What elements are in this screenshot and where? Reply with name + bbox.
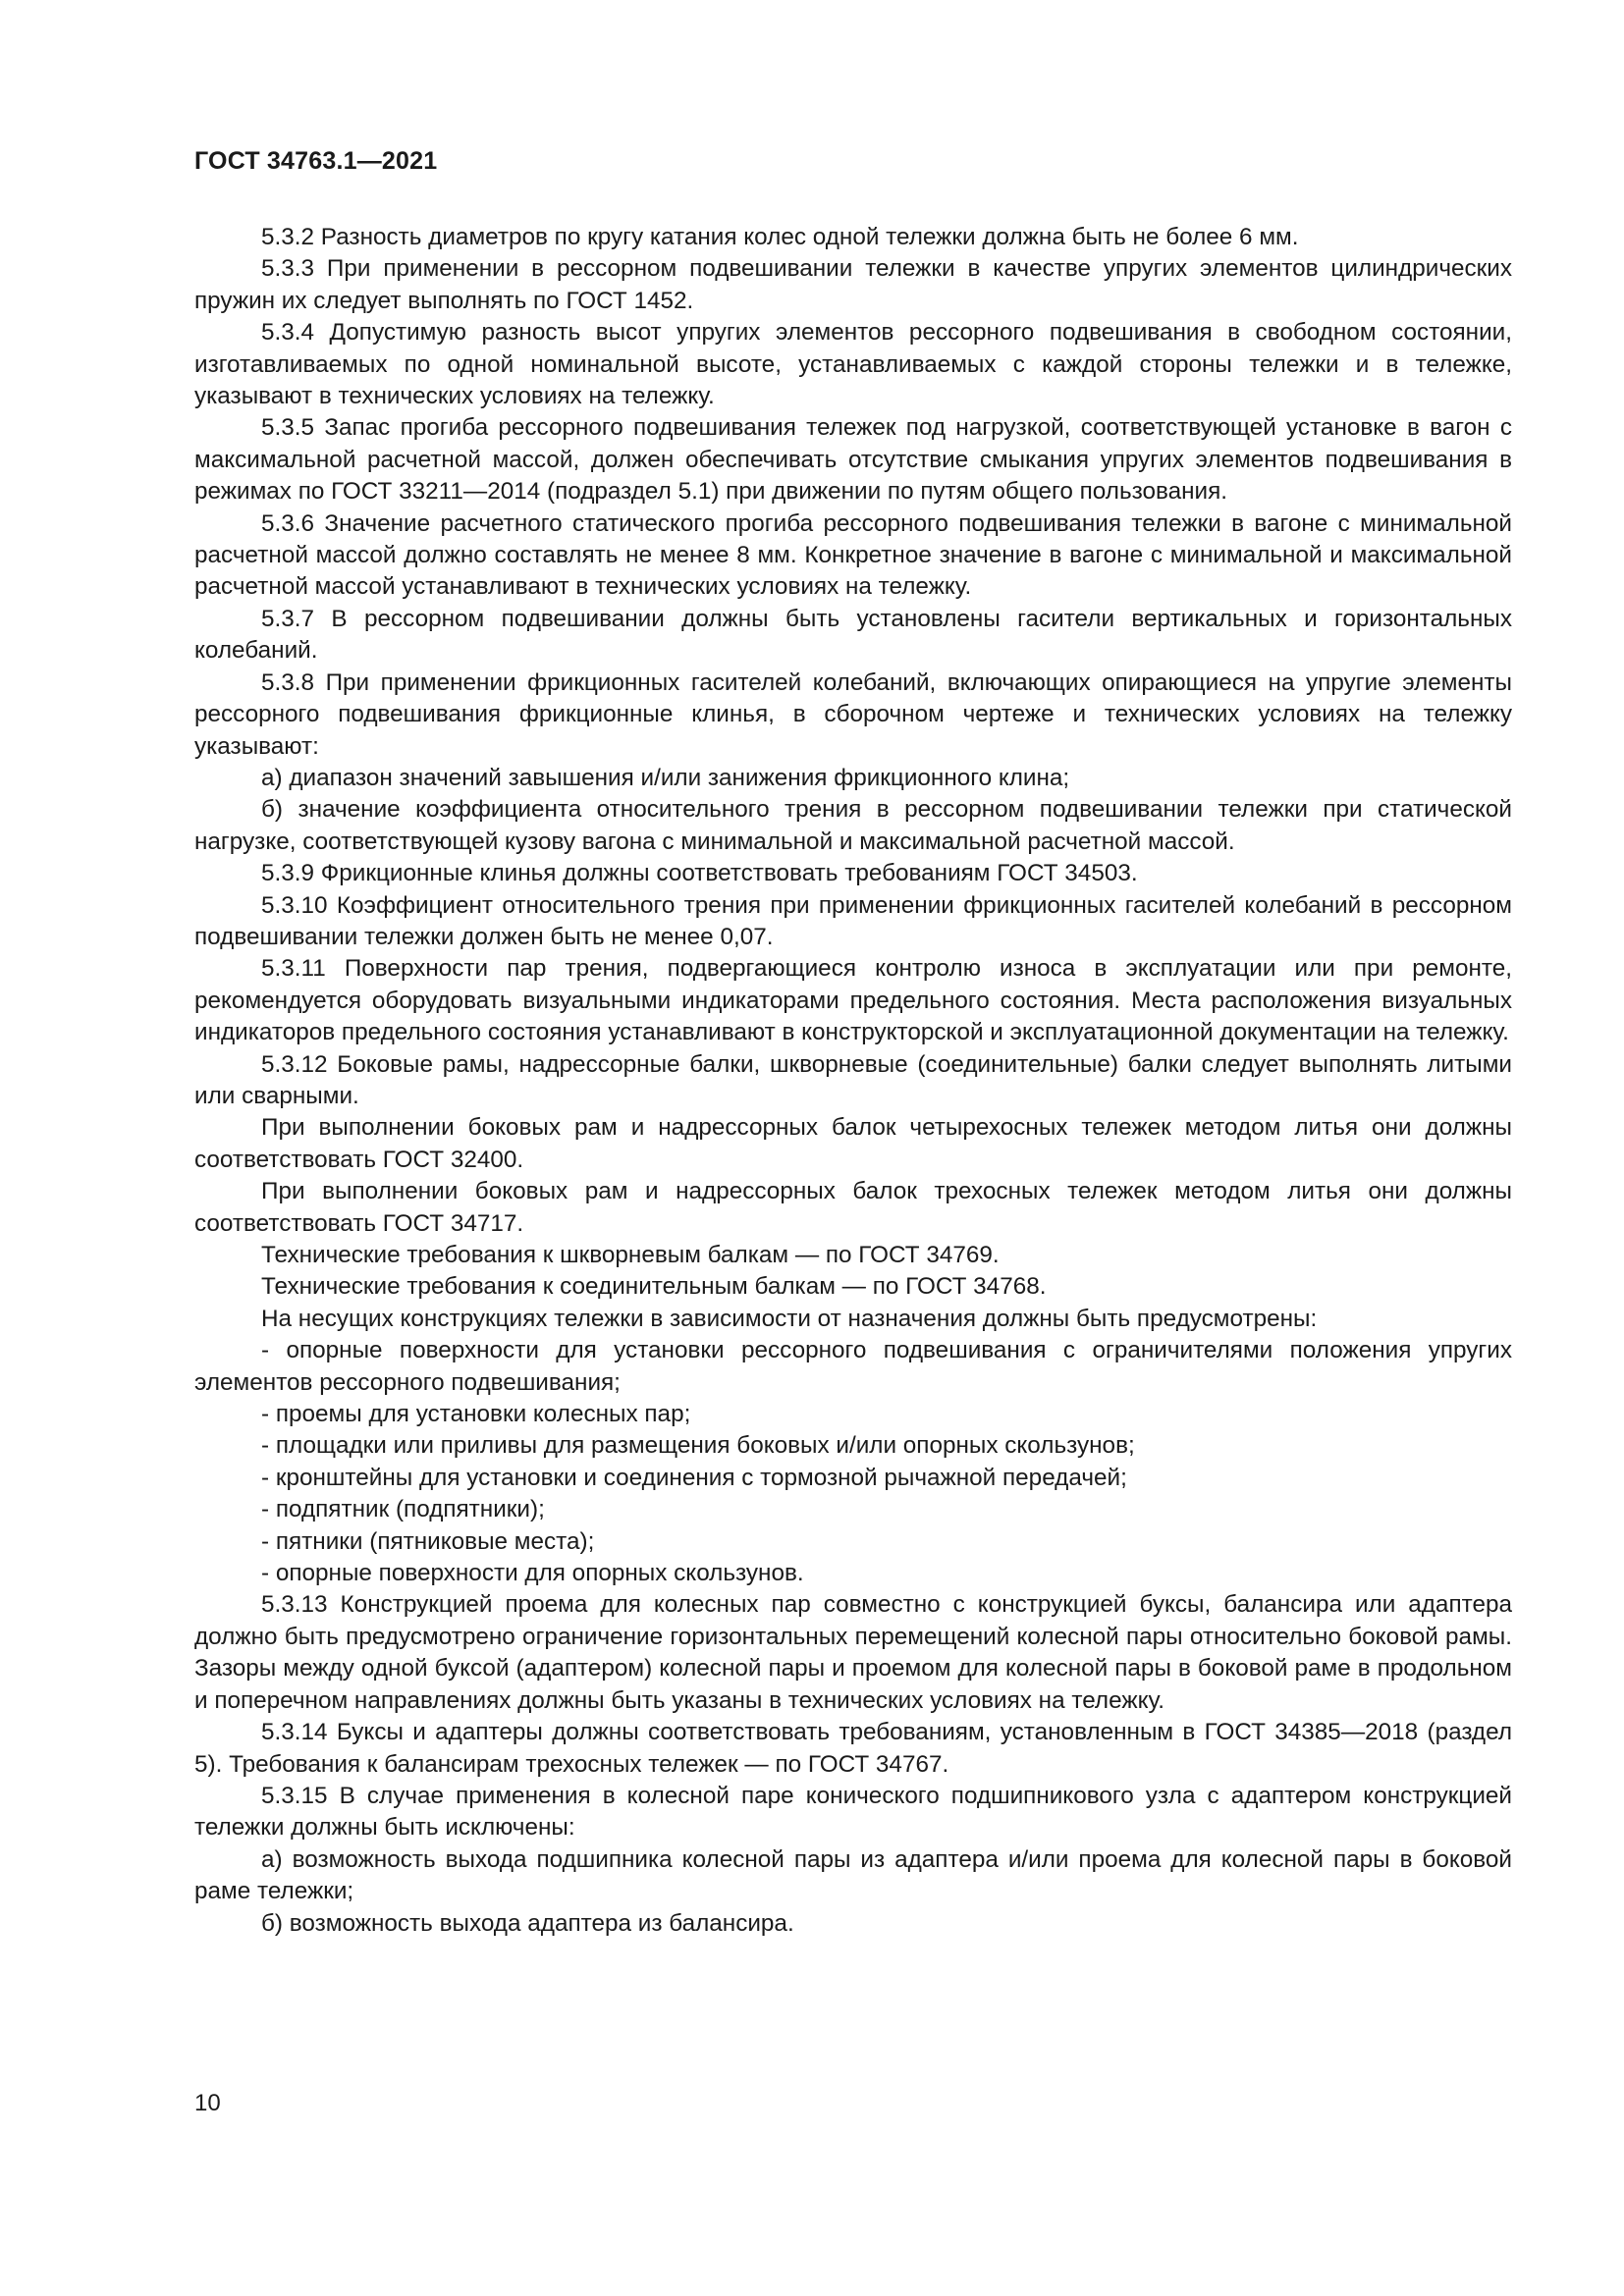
paragraph-5-3-4: 5.3.4 Допустимую разность высот упругих элементов рессорного подвешивания в свободном состоянии, изготавливаемых по одной номинальной высоте, устанавливаемых с каждой стороны тележки и в тележке, указывают в технических условиях на тележку. <box>194 319 1512 410</box>
paragraph-connecting-beams: Технические требования к соединительным балкам — по ГОСТ 34768. <box>261 1273 1047 1301</box>
paragraph-5-3-12: 5.3.12 Боковые рамы, надрессорные балки, шкворневые (соединительные) балки следует выполнять литыми или сварными. <box>194 1050 1512 1109</box>
paragraph-5-3-13: 5.3.13 Конструкцией проема для колесных пар совместно с конструкцией буксы, балансира или адаптера должно быть предусмотрено ограничение горизонтальных перемещений колесной пары относительно боковой рамы. Зазоры между одной буксой (адаптером) колесной пары и проемом для колесной пары в боковой раме в продольном и поперечном направлениях должны быть указаны в технических условиях на тележку. <box>194 1591 1512 1714</box>
list-item-side-bearer-surfaces: - опорные поверхности для опорных скользунов. <box>261 1560 804 1587</box>
list-item-brake-brackets: - кронштейны для установки и соединения с тормозной рычажной передачей; <box>261 1464 1127 1491</box>
paragraph-5-3-5: 5.3.5 Запас прогиба рессорного подвешивания тележек под нагрузкой, соответствующей установке в вагон с максимальной расчетной массой, должен обеспечивать отсутствие смыкания упругих элементов подвешивания в режимах по ГОСТ 33211—2014 (подраздел 5.1) при движении по путям общего пользования. <box>194 414 1512 506</box>
paragraph-5-3-9: 5.3.9 Фрикционные клинья должны соответствовать требованиям ГОСТ 34503. <box>261 860 1138 887</box>
document-header: ГОСТ 34763.1—2021 <box>194 147 438 175</box>
paragraph-5-3-8: 5.3.8 При применении фрикционных гасителей колебаний, включающих опирающиеся на упругие элементы рессорного подвешивания фрикционные клинья, в сборочном чертеже и технических условиях на тележку указывают: <box>194 668 1512 760</box>
list-item-support-surfaces: - опорные поверхности для установки рессорного подвешивания с ограничителями положения упругих элементов рессорного подвешивания; <box>194 1337 1512 1396</box>
list-item-5-3-15-a: а) возможность выхода подшипника колесной пары из адаптера и/или проема для колесной пары в боковой раме тележки; <box>194 1845 1512 1905</box>
paragraph-5-3-6: 5.3.6 Значение расчетного статического прогиба рессорного подвешивания тележки в вагоне с минимальной расчетной массой должно составлять не менее 8 мм. Конкретное значение в вагоне с минимальной и максимальной расчетной массой устанавливают в технических условиях на тележку. <box>194 509 1512 601</box>
paragraph-three-axle-casting: При выполнении боковых рам и надрессорных балок трехосных тележек методом литья они должны соответствовать ГОСТ 34717. <box>194 1178 1512 1237</box>
paragraph-5-3-11: 5.3.11 Поверхности пар трения, подвергающиеся контролю износа в эксплуатации или при ремонте, рекомендуется оборудовать визуальными индикаторами предельного состояния. Места расположения визуальных индикаторов предельного состояния устанавливают в конструкторской и эксплуатационной документации на тележку. <box>194 955 1512 1046</box>
list-item-center-bowl: - подпятник (подпятники); <box>261 1496 545 1523</box>
paragraph-5-3-2: 5.3.2 Разность диаметров по кругу катания колес одной тележки должна быть не более 6 мм. <box>261 224 1299 250</box>
list-item-wheelset-openings: - проемы для установки колесных пар; <box>261 1401 691 1428</box>
paragraph-5-3-10: 5.3.10 Коэффициент относительного трения при применении фрикционных гасителей колебаний в рессорном подвешивании тележки должен быть не менее 0,07. <box>194 891 1512 950</box>
list-item-center-plates: - пятники (пятниковые места); <box>261 1527 595 1555</box>
paragraph-pivot-beams: Технические требования к шкворневым балкам — по ГОСТ 34769. <box>261 1242 1000 1268</box>
list-item-5-3-8-a: а) диапазон значений завышения и/или занижения фрикционного клина; <box>261 764 1070 791</box>
paragraph-four-axle-casting: При выполнении боковых рам и надрессорных балок четырехосных тележек методом литья они должны соответствовать ГОСТ 32400. <box>194 1114 1512 1173</box>
paragraph-5-3-15: 5.3.15 В случае применения в колесной паре конического подшипникового узла с адаптером конструкцией тележки должны быть исключены: <box>194 1782 1512 1842</box>
list-item-5-3-15-b: б) возможность выхода адаптера из балансира. <box>261 1909 794 1937</box>
list-item-side-bearer-pads: - площадки или приливы для размещения боковых и/или опорных скользунов; <box>261 1432 1135 1460</box>
paragraph-5-3-14: 5.3.14 Буксы и адаптеры должны соответствовать требованиям, установленным в ГОСТ 34385—2018 (раздел 5). Требования к балансирам трехосных тележек — по ГОСТ 34767. <box>194 1719 1512 1778</box>
page-number: 10 <box>194 2090 221 2116</box>
paragraph-load-bearing-intro: На несущих конструкциях тележки в зависимости от назначения должны быть предусмотрены: <box>261 1305 1318 1332</box>
paragraph-5-3-7: 5.3.7 В рессорном подвешивании должны быть установлены гасители вертикальных и горизонтальных колебаний. <box>194 605 1512 665</box>
list-item-5-3-8-b: б) значение коэффициента относительного трения в рессорном подвешивании тележки при статической нагрузке, соответствующей кузову вагона с минимальной и максимальной расчетной массой. <box>194 796 1512 855</box>
document-body <box>194 222 1512 1940</box>
paragraph-5-3-3: 5.3.3 При применении в рессорном подвешивании тележки в качестве упругих элементов цилиндрических пружин их следует выполнять по ГОСТ 1452. <box>194 255 1512 314</box>
